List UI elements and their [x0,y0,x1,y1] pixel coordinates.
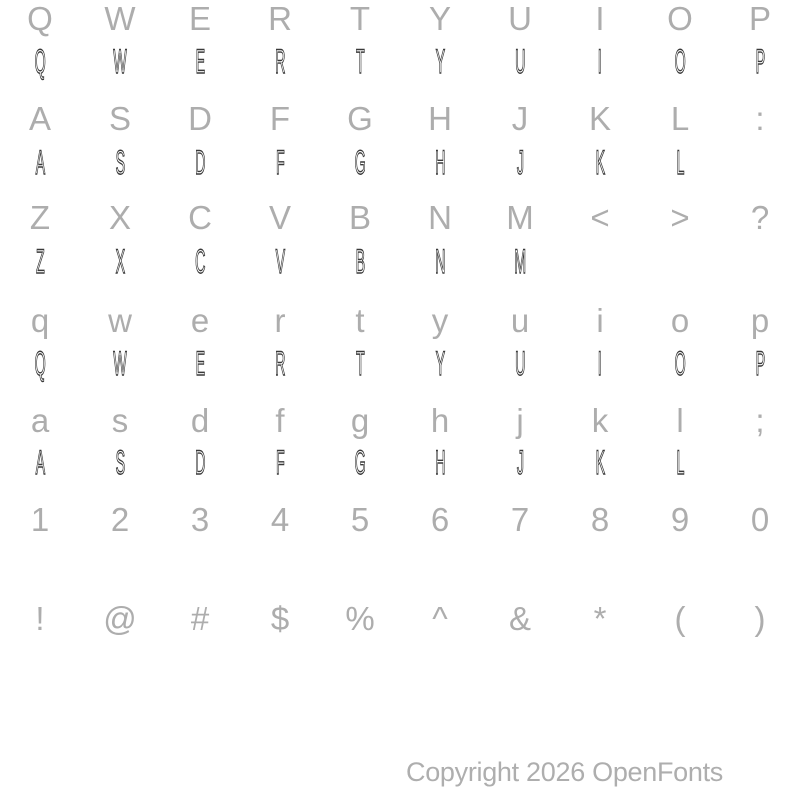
reference-glyph: B [348,198,371,236]
preview-glyph: G [354,444,366,482]
reference-glyph: a [30,401,50,439]
glyph-cell [160,596,240,640]
preview-row-uppercase-bottom [0,240,800,284]
glyph-cell [320,0,400,40]
glyph-cell [400,96,480,140]
glyph-cell [720,342,800,386]
glyph-cell [720,141,800,185]
glyph-cell [640,240,720,284]
reference-glyph: w [108,301,132,339]
glyph-cell [400,497,480,541]
glyph-cell [640,40,720,84]
glyph-cell [320,240,400,284]
glyph-cell [640,141,720,185]
glyph-cell [720,0,800,40]
glyph-cell [480,298,560,342]
glyph-cell [720,96,800,140]
reference-glyph: O [667,0,693,37]
glyph-cell [0,441,80,485]
reference-glyph: W [104,0,136,37]
glyph-cell [720,441,800,485]
glyph-cell [240,640,320,684]
preview-glyph: K [595,444,605,482]
glyph-cell [720,40,800,84]
glyph-cell [400,298,480,342]
glyph-cell [320,541,400,585]
reference-glyph: ( [674,599,686,637]
reference-glyph: H [428,99,452,137]
reference-glyph: V [268,198,291,236]
preview-glyph: Z [35,243,45,281]
glyph-cell [320,298,400,342]
glyph-cell [560,541,640,585]
reference-glyph: l [676,401,684,439]
preview-glyph: A [35,444,45,482]
preview-glyph: I [598,345,602,383]
preview-row-uppercase-home [0,141,800,185]
reference-glyph: M [506,198,534,236]
reference-row-uppercase-bottom [0,195,800,239]
preview-glyph: I [598,43,602,81]
glyph-cell [480,40,560,84]
glyph-cell [640,398,720,442]
glyph-cell [640,640,720,684]
reference-glyph: f [275,401,285,439]
reference-glyph: o [670,301,690,339]
reference-glyph: < [590,198,610,236]
glyph-cell [240,195,320,239]
glyph-cell [720,398,800,442]
preview-glyph: W [113,43,127,81]
glyph-cell [0,596,80,640]
reference-glyph: 5 [350,500,370,538]
reference-glyph: & [508,599,531,637]
reference-glyph: ^ [432,599,448,637]
glyph-cell [320,195,400,239]
glyph-cell [560,240,640,284]
glyph-cell [320,96,400,140]
glyph-cell [480,640,560,684]
reference-glyph: d [190,401,210,439]
reference-glyph: 8 [590,500,610,538]
glyph-cell [160,40,240,84]
glyph-cell [240,541,320,585]
glyph-cell [0,541,80,585]
glyph-cell [400,640,480,684]
reference-glyph: E [188,0,211,37]
reference-glyph: 7 [510,500,530,538]
glyph-cell [720,541,800,585]
glyph-cell [160,497,240,541]
glyph-cell [320,141,400,185]
glyph-cell [240,298,320,342]
preview-glyph: P [755,43,765,81]
glyph-cell [640,96,720,140]
glyph-cell [320,398,400,442]
preview-glyph: S [115,444,125,482]
glyph-cell [0,240,80,284]
reference-glyph: R [268,0,292,37]
reference-glyph: 1 [30,500,50,538]
reference-glyph: t [355,301,365,339]
glyph-cell [480,596,560,640]
glyph-cell [480,195,560,239]
glyph-cell [560,342,640,386]
glyph-cell [400,141,480,185]
reference-row-digits [0,497,800,541]
glyph-cell [560,195,640,239]
glyph-cell [320,342,400,386]
glyph-cell [640,541,720,585]
glyph-cell [720,640,800,684]
glyph-cell [80,541,160,585]
glyph-cell [640,342,720,386]
glyph-cell [400,596,480,640]
glyph-cell [0,96,80,140]
glyph-cell [0,398,80,442]
glyph-cell [240,40,320,84]
reference-glyph: N [428,198,452,236]
reference-glyph: Z [29,198,51,236]
glyph-cell [80,0,160,40]
glyph-cell [320,441,400,485]
glyph-cell [400,40,480,84]
reference-glyph: i [596,301,604,339]
glyph-cell [80,441,160,485]
preview-glyph: A [35,144,45,182]
reference-glyph: P [748,0,771,37]
glyph-cell [80,398,160,442]
reference-glyph: u [510,301,530,339]
glyph-cell [320,497,400,541]
reference-glyph: : [755,99,765,137]
glyph-cell [80,497,160,541]
glyph-cell [160,195,240,239]
reference-glyph: G [347,99,373,137]
glyph-cell [0,342,80,386]
reference-glyph: F [269,99,291,137]
glyph-cell [80,195,160,239]
reference-glyph: h [430,401,450,439]
preview-glyph: Y [435,43,445,81]
reference-glyph: > [670,198,690,236]
glyph-cell [720,195,800,239]
glyph-cell [480,240,560,284]
reference-glyph: J [511,99,529,137]
preview-glyph: E [195,345,205,383]
preview-glyph: P [755,345,765,383]
reference-glyph: A [28,99,51,137]
reference-glyph: p [750,301,770,339]
preview-row-lowercase-home [0,441,800,485]
reference-glyph: q [30,301,50,339]
preview-glyph: U [514,345,526,383]
glyph-cell [240,141,320,185]
preview-row-lowercase-top [0,342,800,386]
glyph-cell [400,541,480,585]
reference-glyph: * [593,599,607,637]
glyph-cell [480,141,560,185]
reference-row-uppercase-home [0,96,800,140]
glyph-cell [480,541,560,585]
preview-glyph: Q [34,43,46,81]
preview-glyph: N [434,243,446,281]
reference-glyph: L [670,99,690,137]
glyph-cell [640,596,720,640]
reference-glyph: r [274,301,286,339]
glyph-cell [80,298,160,342]
glyph-cell [240,596,320,640]
glyph-cell [560,596,640,640]
preview-glyph: W [113,345,127,383]
preview-glyph: G [354,144,366,182]
glyph-cell [640,441,720,485]
glyph-cell [240,0,320,40]
glyph-cell [480,0,560,40]
preview-glyph: T [355,345,365,383]
glyph-cell [160,240,240,284]
preview-row-digits [0,541,800,585]
glyph-cell [320,596,400,640]
glyph-cell [480,497,560,541]
reference-glyph: y [431,301,449,339]
glyph-cell [160,541,240,585]
glyph-cell [80,40,160,84]
glyph-cell [160,398,240,442]
preview-glyph: B [355,243,365,281]
preview-glyph: S [115,144,125,182]
glyph-cell [640,195,720,239]
reference-glyph: g [350,401,370,439]
reference-glyph: D [188,99,212,137]
preview-glyph: F [275,144,285,182]
reference-glyph: e [190,301,210,339]
glyph-cell [160,96,240,140]
preview-glyph: H [434,444,446,482]
glyph-cell [320,640,400,684]
reference-glyph: j [516,401,524,439]
reference-glyph: Y [428,0,451,37]
reference-glyph: @ [103,599,137,637]
reference-glyph: ; [755,401,765,439]
preview-glyph: M [514,243,526,281]
preview-glyph: L [676,444,684,482]
glyph-cell [400,195,480,239]
glyph-cell [480,342,560,386]
glyph-cell [0,141,80,185]
glyph-cell [320,40,400,84]
glyph-cell [720,497,800,541]
reference-glyph: S [108,99,131,137]
glyph-cell [720,240,800,284]
reference-glyph: s [111,401,129,439]
reference-glyph: Q [27,0,53,37]
glyph-cell [160,0,240,40]
glyph-cell [0,298,80,342]
reference-row-symbols [0,596,800,640]
reference-glyph: 0 [750,500,770,538]
glyph-cell [400,441,480,485]
reference-glyph: k [591,401,609,439]
glyph-cell [240,497,320,541]
glyph-cell [80,96,160,140]
preview-glyph: T [355,43,365,81]
preview-glyph: E [195,43,205,81]
glyph-cell [160,441,240,485]
preview-glyph: V [275,243,285,281]
copyright-text: Copyright 2026 OpenFonts [406,757,723,787]
reference-glyph: $ [270,599,290,637]
preview-glyph: D [194,144,206,182]
reference-glyph: K [588,99,611,137]
preview-glyph: X [115,243,125,281]
glyph-cell [560,298,640,342]
glyph-cell [560,398,640,442]
glyph-cell [480,96,560,140]
reference-glyph: 6 [430,500,450,538]
glyph-cell [400,0,480,40]
reference-row-lowercase-top [0,298,800,342]
glyph-cell [160,298,240,342]
glyph-cell [560,0,640,40]
preview-glyph: Y [435,345,445,383]
glyph-cell [480,441,560,485]
glyph-cell [640,497,720,541]
reference-glyph: 3 [190,500,210,538]
glyph-cell [720,298,800,342]
reference-glyph: % [345,599,375,637]
preview-glyph: O [674,43,686,81]
reference-row-uppercase-top [0,0,800,40]
reference-glyph: X [108,198,131,236]
glyph-cell [80,141,160,185]
glyph-cell [0,40,80,84]
preview-glyph: J [516,444,524,482]
preview-row-symbols [0,640,800,684]
glyph-cell [640,298,720,342]
glyph-cell [0,0,80,40]
glyph-cell [480,398,560,442]
reference-glyph: 9 [670,500,690,538]
glyph-cell [80,640,160,684]
preview-glyph: D [194,444,206,482]
preview-glyph: R [274,43,286,81]
glyph-cell [560,96,640,140]
reference-glyph: C [188,198,212,236]
preview-glyph: J [516,144,524,182]
preview-row-uppercase-top [0,40,800,84]
glyph-cell [560,497,640,541]
preview-glyph: Q [34,345,46,383]
glyph-cell [720,596,800,640]
glyph-cell [560,441,640,485]
reference-glyph: # [190,599,210,637]
glyph-cell [80,240,160,284]
glyph-cell [160,141,240,185]
glyph-cell [240,240,320,284]
glyph-cell [560,40,640,84]
glyph-cell [400,342,480,386]
glyph-cell [0,640,80,684]
reference-glyph: I [595,0,605,37]
glyph-cell [240,96,320,140]
reference-glyph: 4 [270,500,290,538]
glyph-cell [240,441,320,485]
preview-glyph: C [194,243,206,281]
glyph-cell [560,640,640,684]
glyph-cell [0,195,80,239]
preview-glyph: H [434,144,446,182]
preview-glyph: U [514,43,526,81]
preview-glyph: K [595,144,605,182]
reference-row-lowercase-home [0,398,800,442]
glyph-cell [80,596,160,640]
reference-glyph: ) [754,599,766,637]
glyph-cell [0,497,80,541]
reference-glyph: T [349,0,371,37]
glyph-cell [80,342,160,386]
preview-glyph: R [274,345,286,383]
glyph-cell [160,342,240,386]
glyph-cell [400,398,480,442]
glyph-cell [240,342,320,386]
preview-glyph: L [676,144,684,182]
glyph-cell [400,240,480,284]
reference-glyph: 2 [110,500,130,538]
preview-glyph: F [275,444,285,482]
preview-glyph: O [674,345,686,383]
reference-glyph: ! [35,599,45,637]
glyph-cell [240,398,320,442]
glyph-cell [640,0,720,40]
reference-glyph: U [508,0,532,37]
glyph-cell [160,640,240,684]
reference-glyph: ? [750,198,770,236]
glyph-cell [560,141,640,185]
